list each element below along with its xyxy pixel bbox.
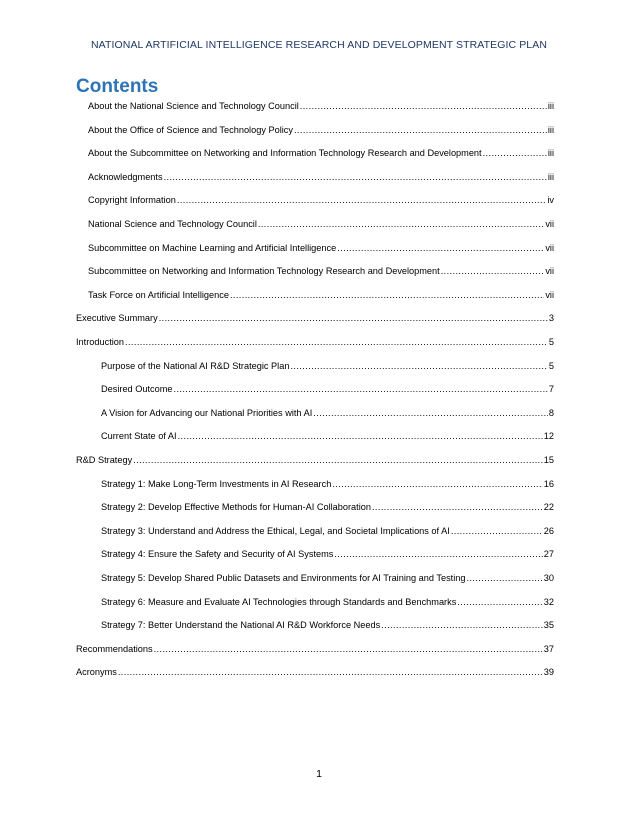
toc-entry[interactable] — [88, 98, 554, 112]
toc-entry-page: iii — [547, 101, 554, 111]
toc-entry[interactable] — [101, 476, 554, 490]
toc-leader — [294, 124, 547, 136]
toc-leader — [125, 336, 548, 348]
toc-entry-page: 15 — [543, 455, 554, 465]
toc-entry-page: iii — [547, 124, 554, 135]
toc-entry-page: 12 — [543, 431, 554, 442]
toc-entry[interactable] — [88, 263, 554, 277]
running-header: NATIONAL ARTIFICIAL INTELLIGENCE RESEARCH AND DEVELOPMENT STRATEGIC PLAN — [90, 39, 548, 51]
toc-entry-page: 16 — [543, 478, 554, 489]
toc-entry-label: Purpose of the National AI R&D Strategic Plan — [101, 360, 290, 371]
toc-leader — [133, 454, 543, 466]
toc-leader — [154, 643, 543, 655]
toc-entry[interactable] — [101, 523, 554, 537]
toc-entry-page: 39 — [543, 667, 554, 678]
toc-leader — [118, 666, 543, 678]
toc-entry-label: National Science and Technology Council — [88, 219, 257, 229]
toc-entry-page: 5 — [548, 360, 554, 371]
toc-entry-label: Copyright Information — [88, 195, 176, 206]
toc-entry[interactable] — [88, 240, 554, 254]
toc-entry-label: About the Office of Science and Technology Policy — [88, 124, 293, 135]
toc-entry[interactable] — [88, 122, 554, 136]
toc-entry-label: Strategy 3: Understand and Address the Ethical, Legal, and Societal Implications of AI — [101, 525, 450, 536]
toc-entry-page: vii — [545, 242, 554, 253]
toc-leader — [372, 501, 543, 513]
toc-entry-label: Strategy 2: Develop Effective Methods for Human-AI Collaboration — [101, 502, 371, 513]
toc-leader — [178, 430, 543, 442]
toc-entry-label: About the Subcommittee on Networking and Information Technology Research and Development — [88, 148, 482, 159]
toc-entry-label: Strategy 1: Make Long-Term Investments in AI Research — [101, 478, 332, 489]
toc-entry-page: 37 — [543, 643, 554, 654]
toc-leader — [159, 312, 548, 324]
toc-entry[interactable] — [101, 617, 554, 631]
toc-entry-label: Subcommittee on Machine Learning and Artificial Intelligence — [88, 242, 337, 253]
toc-entry-page: 8 — [548, 407, 554, 418]
toc-entry-page: 27 — [543, 549, 554, 560]
toc-entry-page: 5 — [548, 337, 554, 347]
toc-leader — [483, 147, 547, 159]
toc-entry-label: Strategy 6: Measure and Evaluate AI Technologies through Standards and Benchmarks — [101, 596, 457, 607]
toc-entry[interactable] — [101, 499, 554, 513]
toc-entry[interactable] — [88, 192, 554, 206]
toc-entry-page: iv — [547, 195, 554, 206]
toc-entry[interactable] — [88, 287, 554, 301]
toc-entry-label: Acknowledgments — [88, 171, 163, 182]
toc-leader — [332, 478, 542, 490]
toc-entry[interactable] — [88, 145, 554, 159]
toc-entry-page: 3 — [548, 313, 554, 324]
toc-leader — [174, 383, 548, 395]
toc-entry[interactable] — [76, 310, 554, 324]
toc-entry-label: A Vision for Advancing our National Priorities with AI — [101, 407, 313, 418]
toc-entry[interactable] — [101, 594, 554, 608]
toc-entry-label: Introduction — [76, 337, 125, 347]
toc-entry[interactable] — [76, 641, 554, 655]
toc-entry[interactable] — [101, 570, 554, 584]
toc-entry-label: Current State of AI — [101, 431, 177, 442]
toc-leader — [457, 596, 542, 608]
toc-leader — [230, 289, 544, 301]
toc-entry-page: iii — [547, 171, 554, 182]
toc-entry[interactable] — [101, 428, 554, 442]
toc-entry[interactable] — [101, 381, 554, 395]
page-number: 1 — [316, 768, 322, 780]
toc-entry[interactable] — [101, 358, 554, 372]
toc-entry-page: vii — [545, 219, 554, 229]
toc-entry-label: Subcommittee on Networking and Information Technology Research and Development — [88, 266, 440, 277]
toc-entry-page: 26 — [543, 525, 554, 536]
toc-entry[interactable] — [101, 546, 554, 560]
toc-entry[interactable] — [76, 664, 554, 678]
toc-entry[interactable] — [76, 334, 554, 348]
toc-leader — [164, 171, 547, 183]
toc-entry-page: vii — [545, 289, 554, 300]
toc-entry-label: Strategy 5: Develop Shared Public Datasets and Environments for AI Training and Testing — [101, 573, 466, 583]
toc-entry-page: iii — [547, 148, 554, 159]
toc-entry-page: 30 — [543, 573, 554, 583]
toc-entry-label: Recommendations — [76, 643, 153, 654]
toc-leader — [300, 100, 547, 112]
toc-entry[interactable] — [101, 405, 554, 419]
toc-leader — [381, 619, 543, 631]
toc-leader — [451, 525, 543, 537]
toc-leader — [177, 194, 547, 206]
toc-leader — [441, 265, 545, 277]
toc-entry-label: Acronyms — [76, 667, 117, 678]
toc-entry-label: R&D Strategy — [76, 455, 133, 465]
toc-entry-label: Task Force on Artificial Intelligence — [88, 289, 229, 300]
toc-entry-page: 22 — [543, 502, 554, 513]
toc-entry-label: Strategy 4: Ensure the Safety and Security of AI Systems — [101, 549, 334, 560]
toc-entry[interactable] — [88, 169, 554, 183]
toc-entry-page: vii — [545, 266, 554, 277]
toc-entry-label: Desired Outcome — [101, 384, 173, 395]
toc-entry-label: About the National Science and Technology Council — [88, 101, 299, 111]
toc-leader — [334, 548, 542, 560]
toc-entry-label: Strategy 7: Better Understand the National AI R&D Workforce Needs — [101, 620, 381, 631]
toc-entry[interactable] — [88, 216, 554, 230]
contents-title: Contents — [76, 76, 159, 97]
toc-entry-page: 7 — [548, 384, 554, 395]
toc-leader — [466, 572, 542, 584]
toc-entry-label: Executive Summary — [76, 313, 158, 324]
toc-entry-page: 32 — [543, 596, 554, 607]
toc-leader — [337, 242, 544, 254]
toc-entry-page: 35 — [543, 620, 554, 631]
toc-leader — [258, 218, 544, 230]
toc-leader — [290, 360, 547, 372]
toc-entry[interactable] — [76, 452, 554, 466]
toc-leader — [313, 407, 548, 419]
